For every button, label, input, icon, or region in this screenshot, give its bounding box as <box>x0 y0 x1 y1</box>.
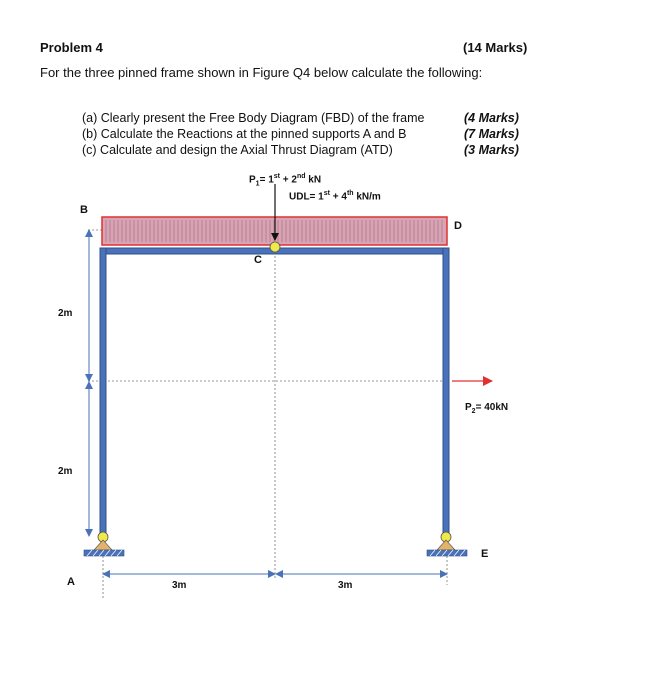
task-c: (c) Calculate and design the Axial Thrust Diagram (ATD) <box>82 143 393 157</box>
problem-title: Problem 4 <box>40 40 103 55</box>
support-e <box>427 532 467 556</box>
dim-bottom-left: 3m <box>172 580 187 591</box>
p1-label: $P_1= 1st + 2nd$ kN <box>249 173 322 188</box>
dimension-lines <box>89 233 444 574</box>
task-b: (b) Calculate the Reactions at the pinned supports A and B <box>82 127 407 141</box>
dim-left-lower: 2m <box>58 466 73 477</box>
node-label-b: B <box>80 204 88 216</box>
frame-members <box>100 248 449 535</box>
task-c-marks: (3 Marks) <box>464 143 519 157</box>
problem-intro: For the three pinned frame shown in Figure Q4 below calculate the following: <box>40 65 483 80</box>
dim-bottom-right: 3m <box>338 580 353 591</box>
task-b-marks: (7 Marks) <box>464 127 519 141</box>
node-label-a: A <box>67 576 75 588</box>
dim-left-upper: 2m <box>58 308 73 319</box>
guide-lines <box>88 230 447 600</box>
support-a <box>84 532 124 556</box>
udl-label: UDL= 1st + 4th kN/m <box>289 190 381 203</box>
task-a: (a) Clearly present the Free Body Diagram (FBD) of the frame <box>82 111 425 125</box>
node-label-d: D <box>454 220 462 232</box>
node-label-c: C <box>254 254 262 266</box>
p2-label: $P_2= 40kN$ <box>465 402 509 415</box>
total-marks: (14 Marks) <box>463 40 528 55</box>
pin-c <box>270 242 280 252</box>
node-label-e: E <box>481 548 489 560</box>
task-a-marks: (4 Marks) <box>464 111 519 125</box>
